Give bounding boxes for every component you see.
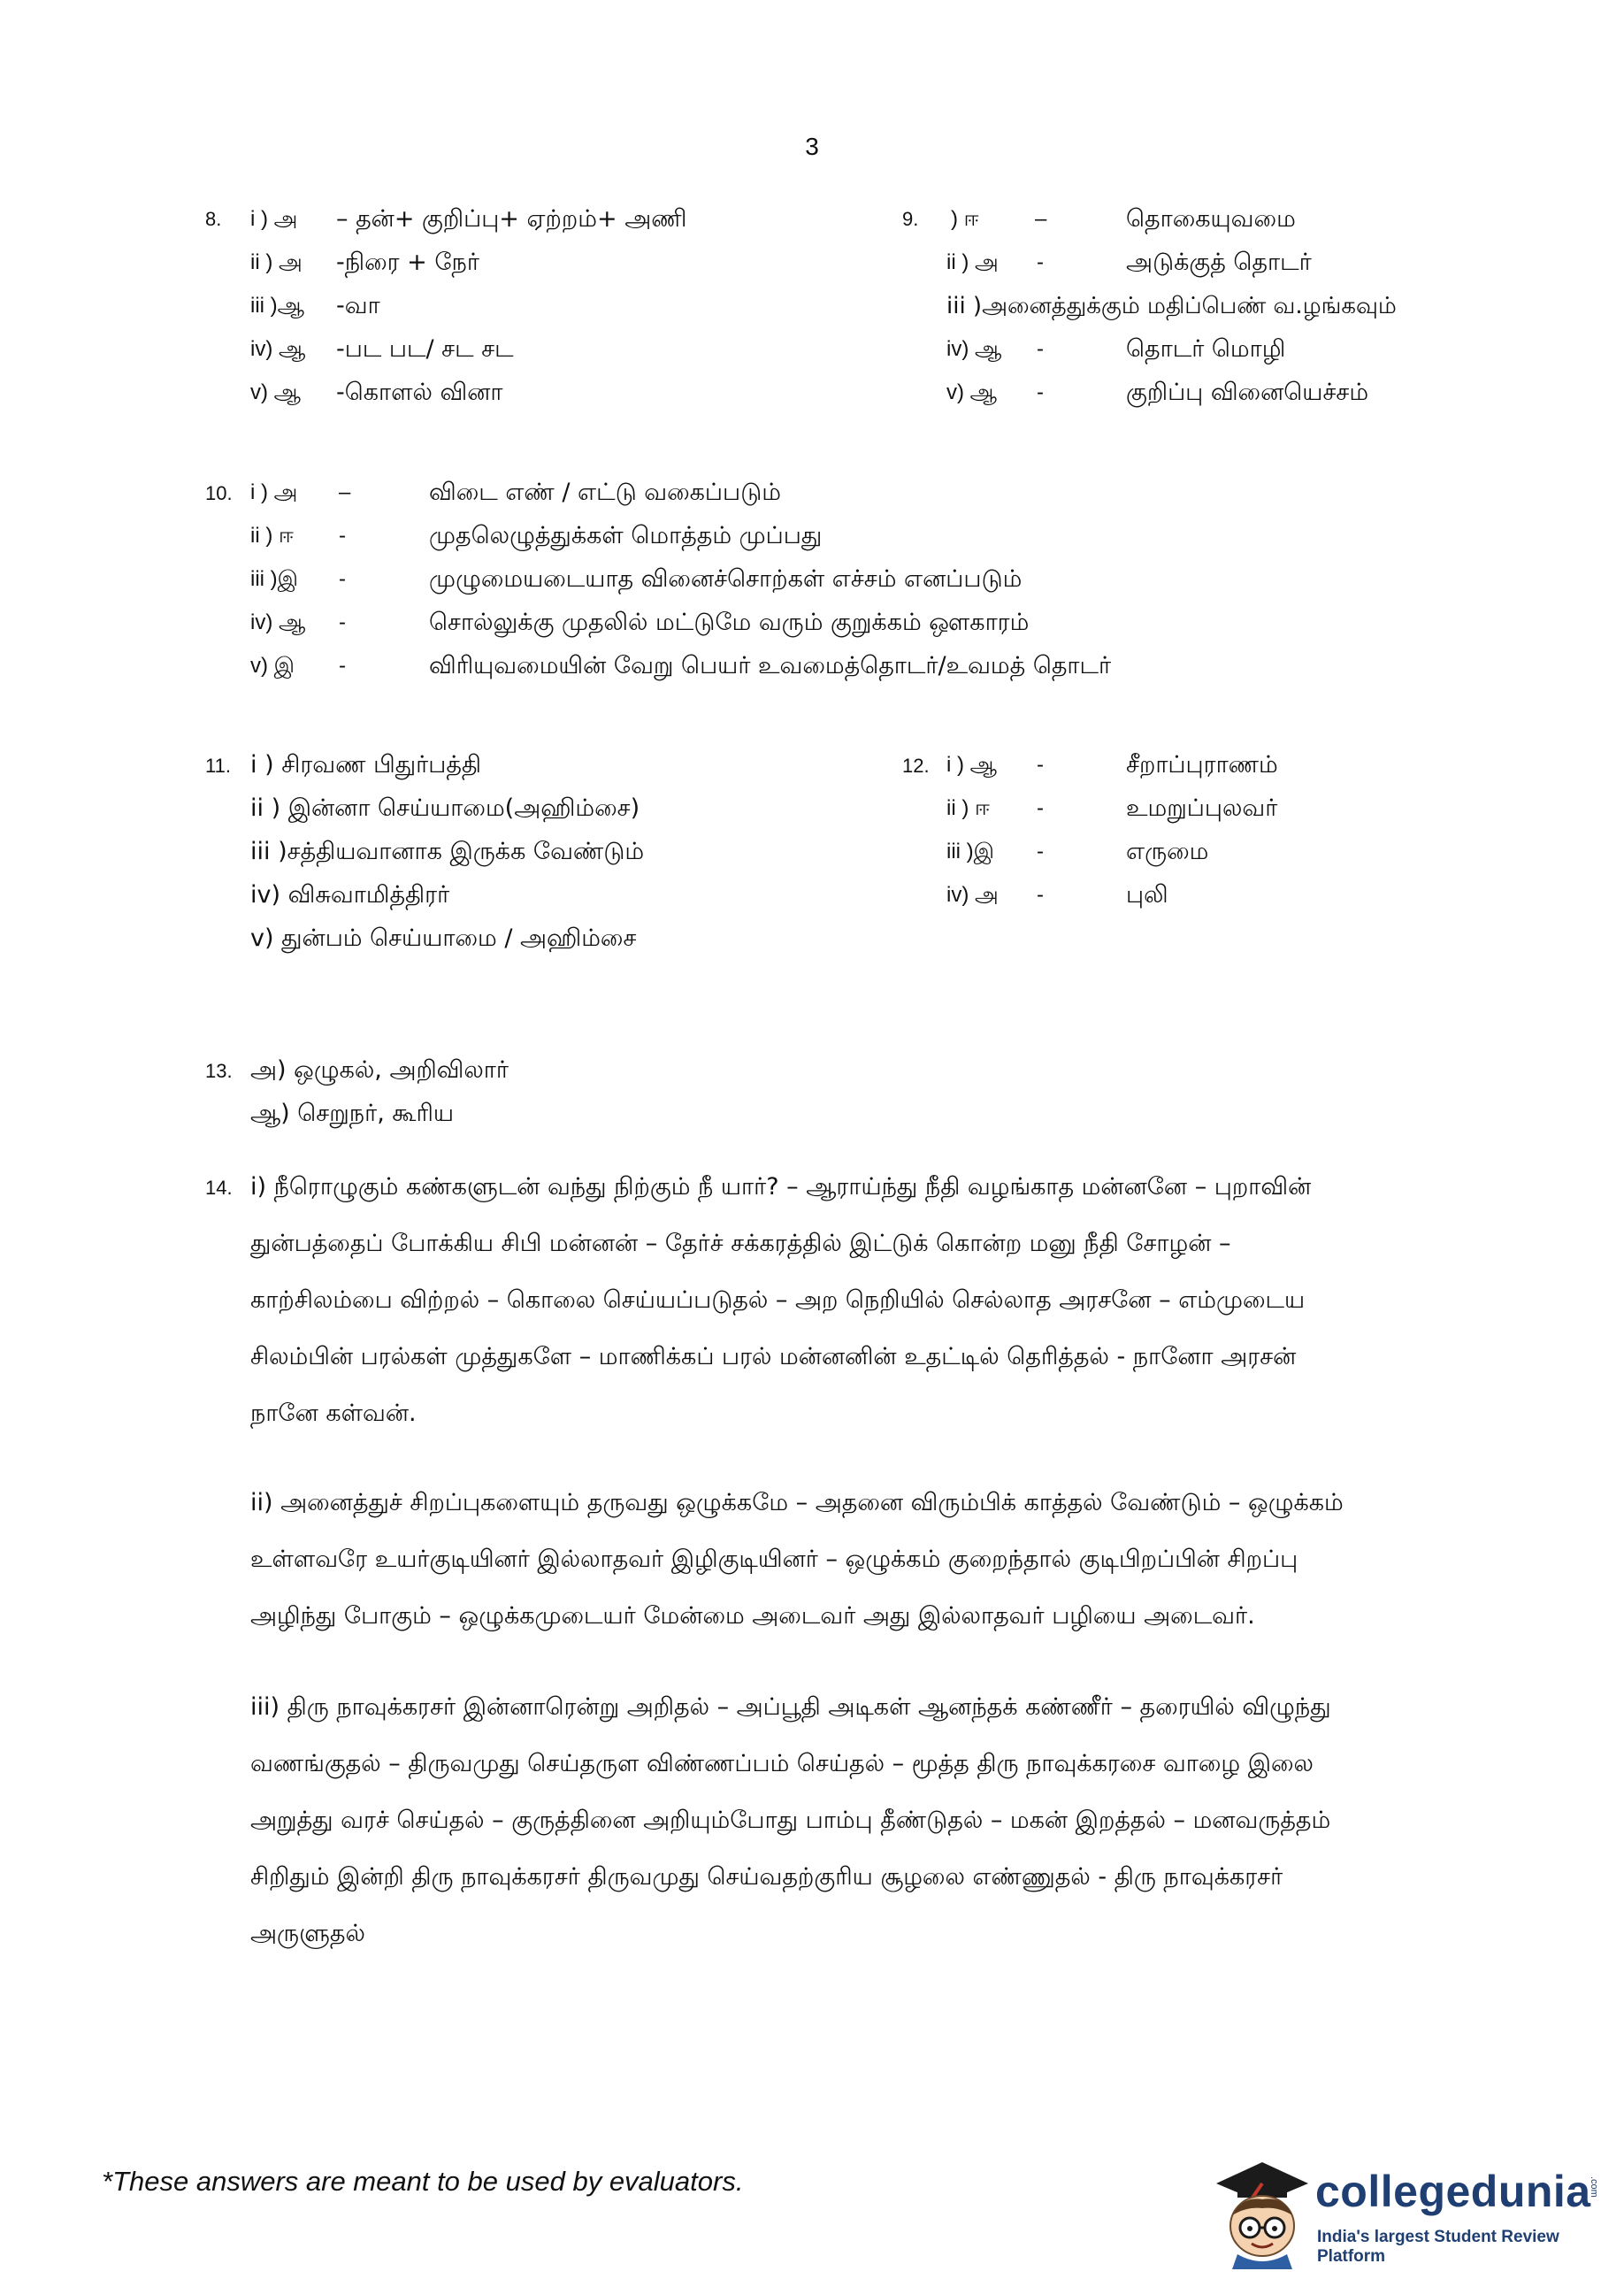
paragraph-line: காற்சிலம்பை விற்றல் – கொலை செய்யப்படுதல் – அற நெறியில் செல்லாத அரசனே – எம்முடைய	[250, 1286, 1306, 1314]
brand-name: collegedunia	[1315, 2167, 1591, 2216]
answer-text: -கொளல் வினா	[336, 379, 503, 406]
answer-separator: -	[1037, 796, 1044, 820]
collegedunia-logo	[1207, 2150, 1623, 2265]
answer-text: iv) விசுவாமித்திரர்	[250, 881, 450, 909]
answer-separator: -	[1037, 337, 1044, 361]
answer-text: ஆ) செறுநர், கூரிய	[250, 1100, 455, 1127]
answer-separator: -	[1037, 883, 1044, 907]
paragraph-line: அழிந்து போகும் – ஒழுக்கமுடையர் மேன்மை அடைவர் அது இல்லாதவர் பழியை அடைவர்.	[250, 1602, 1255, 1630]
answer-text: முதலெழுத்துக்கள் மொத்தம் முப்பது	[429, 522, 823, 549]
paragraph-line: உள்ளவரே உயர்குடியினர் இல்லாதவர் இழிகுடியினர் – ஒழுக்கம் குறைந்தால் குடிபிறப்பின் சிறப்பு	[250, 1546, 1298, 1573]
brand-tagline: India's largest Student Review Platform	[1317, 2228, 1559, 2266]
brand-domain: .com	[1589, 2176, 1599, 2198]
answer-mark: iii )இ	[250, 567, 298, 591]
answer-text: விடை எண் / எட்டு வகைப்படும்	[429, 479, 781, 506]
answer-mark: iv) ஆ	[250, 337, 306, 361]
answer-separator: -	[339, 610, 346, 634]
answer-text: எருமை	[1126, 838, 1209, 865]
answer-text: -நிரை + நேர்	[336, 249, 479, 276]
answer-text: iii )சத்தியவானாக இருக்க வேண்டும்	[250, 838, 645, 865]
answer-mark: ii ) ஈ	[946, 796, 990, 820]
answer-text: அடுக்குத் தொடர்	[1126, 249, 1312, 276]
answer-mark: iv) ஆ	[946, 337, 1002, 361]
answer-text: முழுமையடையாத வினைச்சொற்கள் எச்சம் எனப்படும்	[429, 565, 1023, 593]
paragraph-line: i) நீரொழுகும் கண்களுடன் வந்து நிற்கும் நீ யார்? – ஆராய்ந்து நீதி வழங்காத மன்னனே – புறாவின்	[250, 1173, 1312, 1201]
paragraph-line: சிலம்பின் பரல்கள் முத்துகளே – மாணிக்கப் பரல் மன்னனின் உதட்டில் தெரித்தல் - நானோ அரசன்	[250, 1343, 1297, 1370]
question-number: 10.	[205, 482, 233, 504]
answer-mark: v) ஆ	[250, 380, 302, 404]
answer-text: குறிப்பு வினையெச்சம்	[1126, 379, 1369, 406]
answer-text: ii ) இன்னா செய்யாமை(அஹிம்சை)	[250, 794, 640, 822]
paragraph-line: நானே கள்வன்.	[250, 1400, 417, 1427]
answer-text: -பட பட/ சட சட	[336, 335, 514, 363]
answer-separator: -	[339, 567, 346, 591]
answer-mark: v) இ	[250, 654, 295, 678]
answer-text: தொடர் மொழி	[1126, 335, 1286, 363]
answer-mark: iv) அ	[946, 883, 999, 907]
answer-text: iii )அனைத்துக்கும் மதிப்பெண் வ.ழங்கவும்	[946, 293, 1397, 319]
answer-mark: i ) அ	[250, 207, 298, 231]
answer-mark: iii )ஆ	[250, 294, 305, 318]
answer-text: விரியுவமையின் வேறு பெயர் உவமைத்தொடர்/உவமத் தொடர்	[429, 652, 1112, 679]
answer-separator: –	[1035, 207, 1047, 231]
answer-mark: i ) ஆ	[946, 753, 998, 777]
question-number: 13.	[205, 1060, 233, 1082]
question-number: 11.	[205, 755, 231, 777]
answer-separator: -	[1037, 250, 1044, 274]
answer-separator: -	[1037, 840, 1044, 863]
answer-text: i ) சிரவண பிதுர்பத்தி	[250, 751, 482, 779]
answer-text: உமறுப்புலவர்	[1126, 794, 1278, 822]
answer-text: சீறாப்புராணம்	[1126, 751, 1278, 779]
answer-separator: -	[1037, 380, 1044, 404]
evaluator-note: *These answers are meant to be used by evaluators.	[102, 2166, 744, 2197]
answer-mark: ii ) அ	[250, 250, 303, 274]
answer-text: தொகையுவமை	[1126, 205, 1296, 233]
paragraph-line: அறுத்து வரச் செய்தல் – குருத்தினை அறியும்போது பாம்பு தீண்டுதல் – மகன் இறத்தல் – மனவருத்தம்	[250, 1807, 1331, 1834]
question-number: 8.	[205, 208, 222, 230]
paragraph-line: iii) திரு நாவுக்கரசர் இன்னாரென்று அறிதல் – அப்பூதி அடிகள் ஆனந்தக் கண்ணீர் – தரையில் விழுந்து	[250, 1693, 1331, 1721]
answer-mark: iv) ஆ	[250, 610, 306, 634]
paragraph-line: ii) அனைத்துச் சிறப்புகளையும் தருவது ஒழுக்கமே – அதனை விரும்பிக் காத்தல் வேண்டும் – ஒழுக்கம்	[250, 1489, 1344, 1516]
mascot-icon	[1207, 2150, 1314, 2269]
paragraph-line: அருளுதல்	[250, 1920, 365, 1947]
answer-separator: -	[1037, 753, 1044, 777]
answer-text: – தன்+ குறிப்பு+ ஏற்றம்+ அணி	[336, 205, 687, 233]
paragraph-line: வணங்குதல் – திருவமுது செய்தருள விண்ணப்பம் செய்தல் – மூத்த திரு நாவுக்கரசை வாழை இலை	[250, 1750, 1314, 1777]
answer-mark: ii ) ஈ	[250, 524, 294, 548]
paragraph-line: சிறிதும் இன்றி திரு நாவுக்கரசர் திருவமுது செய்வதற்குரிய சூழலை எண்ணுதல் - திரு நாவுக்கரசர்	[250, 1863, 1283, 1891]
question-number: 12.	[902, 755, 930, 777]
answer-separator: -	[339, 524, 346, 548]
answer-separator: –	[339, 480, 351, 504]
answer-mark: ) ஈ	[951, 207, 979, 231]
answer-text: புலி	[1126, 881, 1168, 909]
paragraph-line: துன்பத்தைப் போக்கிய சிபி மன்னன் – தேர்ச் சக்கரத்தில் இட்டுக் கொன்ற மனு நீதி சோழன் –	[250, 1230, 1231, 1257]
question-number: 9.	[902, 208, 919, 230]
answer-text: அ) ஒழுகல், அறிவிலார்	[250, 1056, 509, 1084]
page-number: 3	[805, 133, 819, 160]
answer-text: -வா	[336, 292, 380, 319]
answer-mark: i ) அ	[250, 480, 298, 504]
answer-mark: iii )இ	[946, 840, 994, 863]
answer-mark: v) ஆ	[946, 380, 998, 404]
answer-text: v) துன்பம் செய்யாமை / அஹிம்சை	[250, 925, 637, 952]
answer-mark: ii ) அ	[946, 250, 999, 274]
answer-text: சொல்லுக்கு முதலில் மட்டுமே வரும் குறுக்கம் ஔகாரம்	[429, 609, 1030, 636]
answer-separator: -	[339, 654, 346, 678]
question-number: 14.	[205, 1177, 233, 1199]
